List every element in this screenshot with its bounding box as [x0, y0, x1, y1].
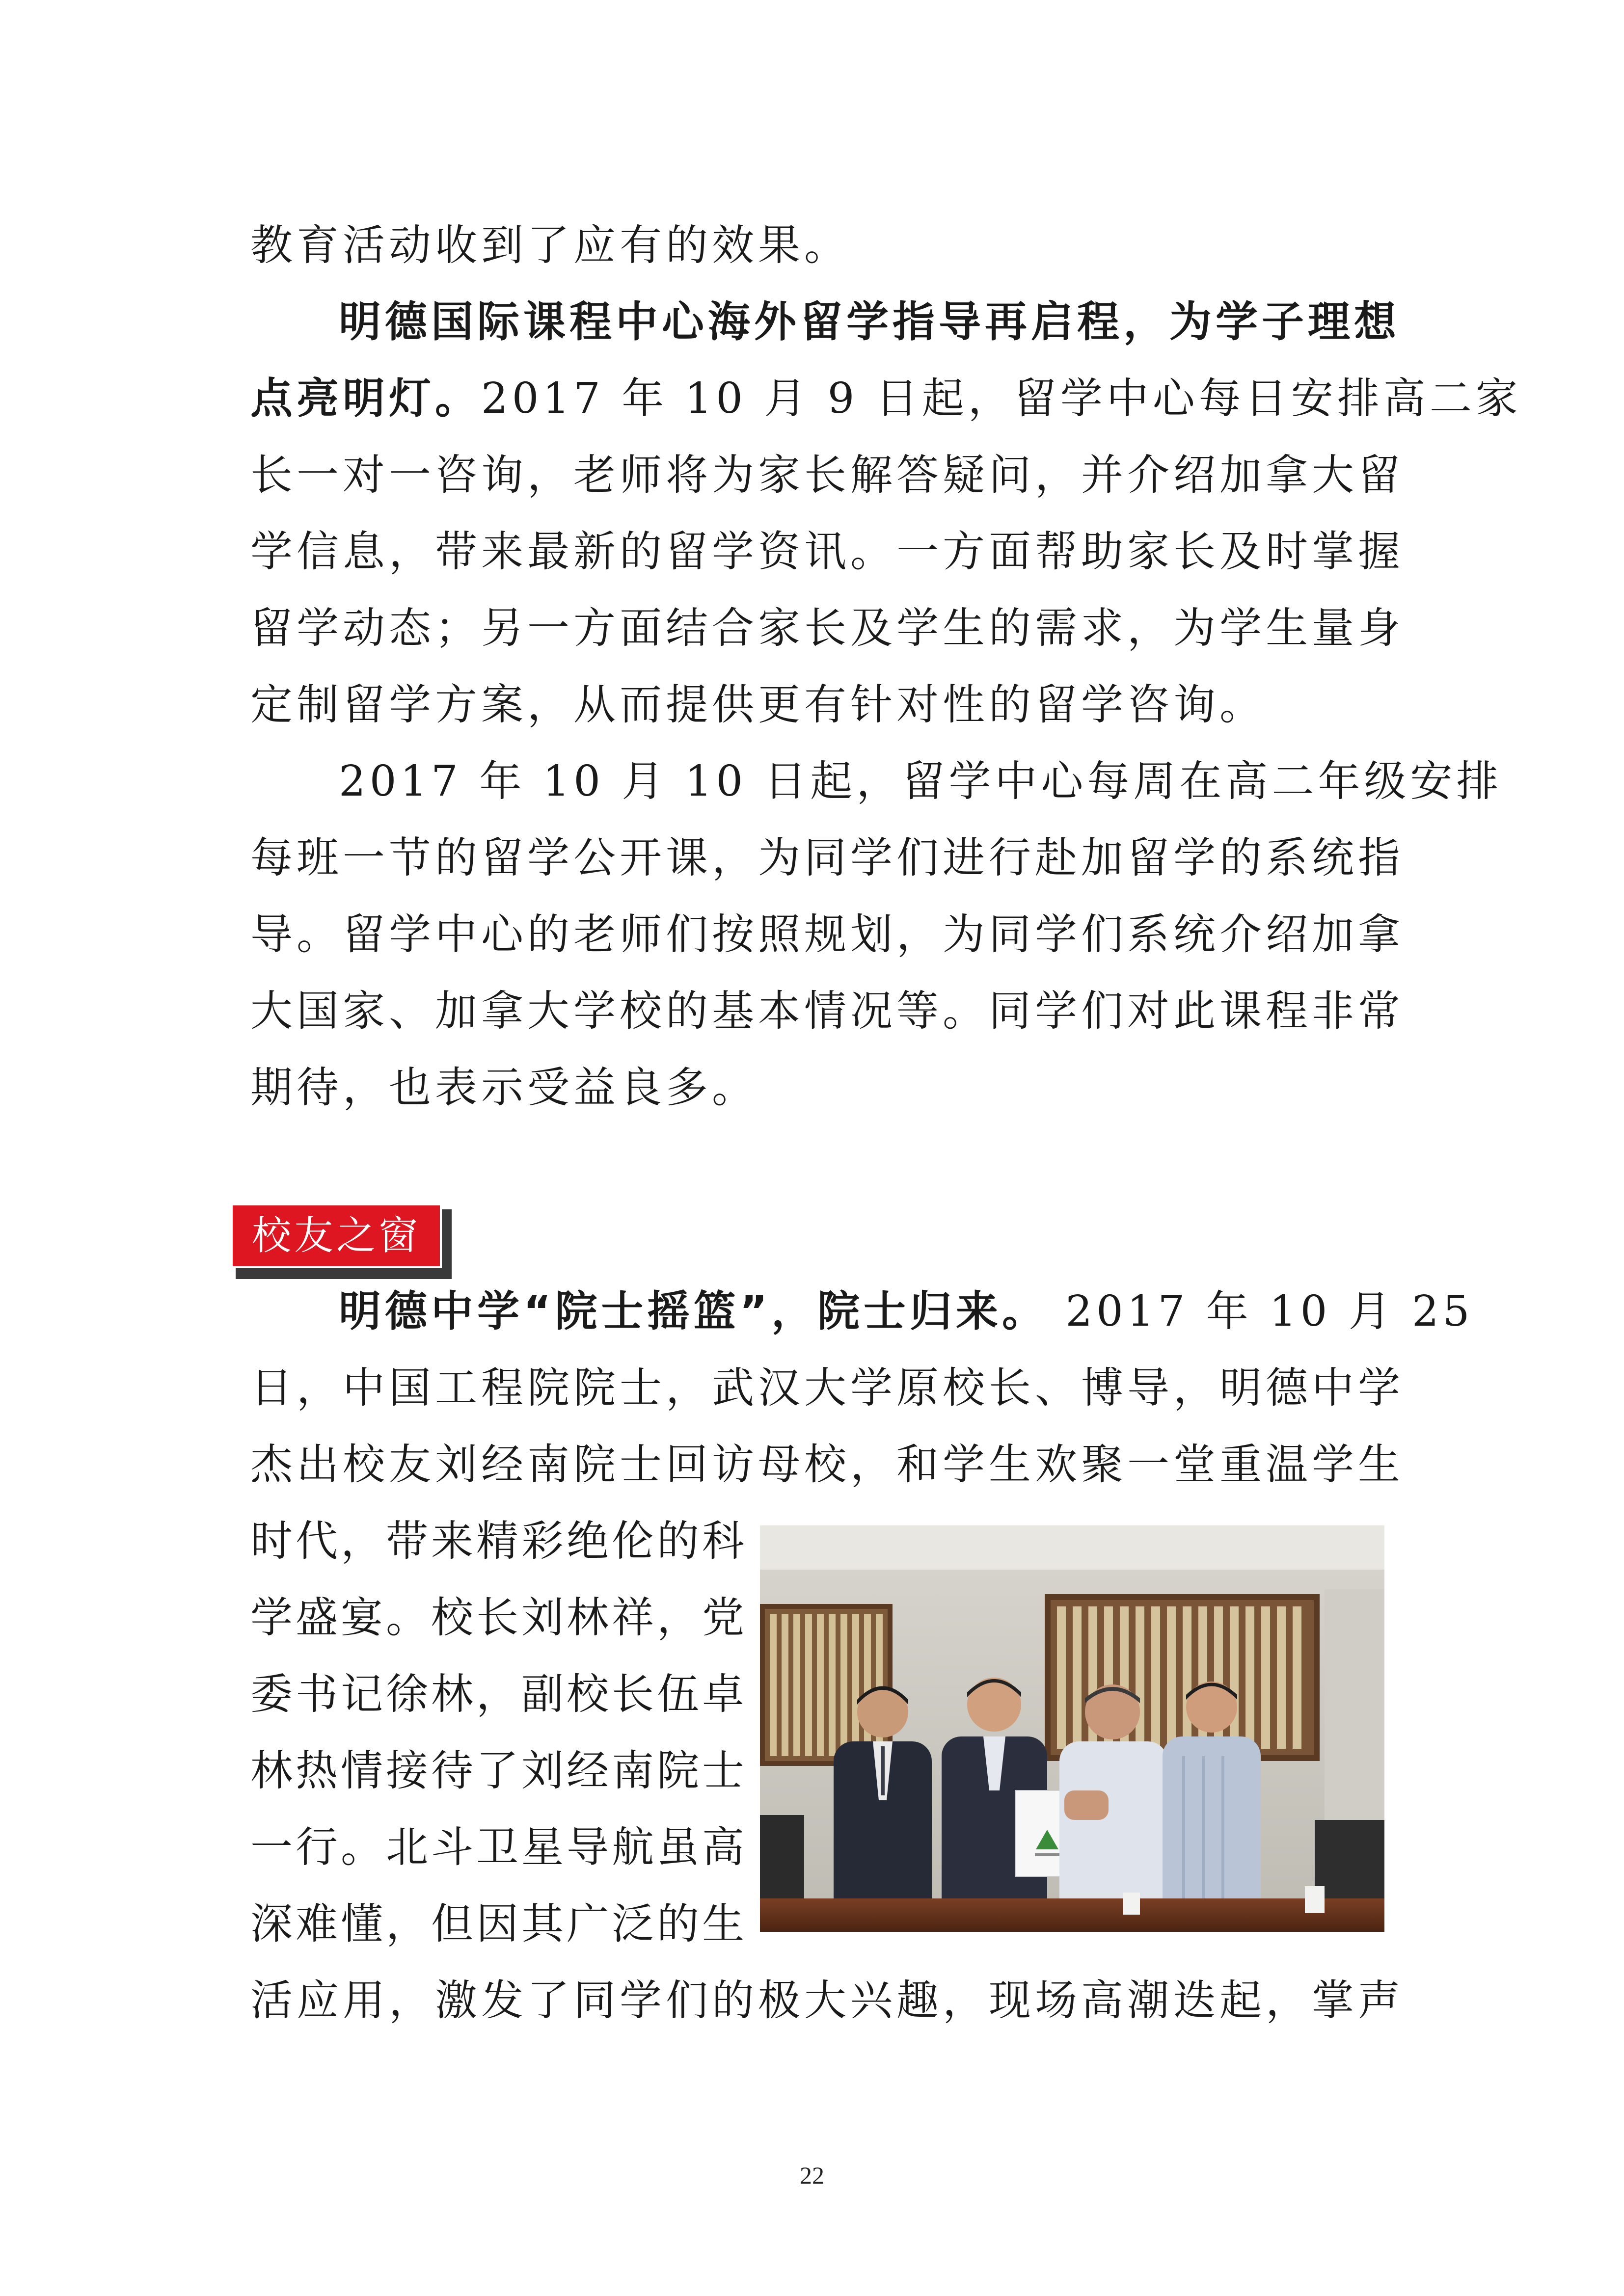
paragraph-line: 杰出校友刘经南院士回访母校，和学生欢聚一堂重温学生: [250, 1440, 1404, 1489]
paragraph-line: 期待，也表示受益良多。: [250, 1063, 758, 1112]
alumni-visit-photo: [760, 1525, 1384, 1932]
page-number: 22: [800, 2162, 824, 2189]
section-heading-label: 校友之窗: [231, 1203, 442, 1268]
paragraph-line: 林热情接待了刘经南院士: [250, 1746, 747, 1795]
paragraph-line: 教育活动收到了应有的效果。: [250, 221, 850, 270]
paragraph-lead-bold: [339, 293, 1400, 351]
paragraph-line: 学信息，带来最新的留学资讯。一方面帮助家长及时掌握: [250, 527, 1404, 576]
paragraph-line: [339, 1282, 1473, 1341]
paragraph-line: 日，中国工程院院士，武汉大学原校长、博导，明德中学: [250, 1363, 1404, 1413]
photo-illustration: [760, 1525, 1384, 1932]
paragraph-line: 2017 年 10 月 10 日起，留学中心每周在高二年级安排: [339, 757, 1503, 806]
paragraph-line: 时代，带来精彩绝伦的科: [250, 1517, 747, 1566]
paragraph-line: 定制留学方案，从而提供更有针对性的留学咨询。: [250, 680, 1266, 729]
paragraph-text: 2017 年 10 月 25: [1048, 1287, 1474, 1336]
paragraph-line: [250, 369, 1522, 428]
paragraph-line: 活应用，激发了同学们的极大兴趣，现场高潮迭起，掌声: [250, 1976, 1404, 2025]
paragraph-line: 导。留学中心的老师们按照规划，为同学们系统介绍加拿: [250, 910, 1404, 959]
paragraph-line: 学盛宴。校长刘林祥，党: [250, 1593, 747, 1642]
paragraph-line: 大国家、加拿大学校的基本情况等。同学们对此课程非常: [250, 987, 1404, 1036]
paragraph-line: 一行。北斗卫星导航虽高: [250, 1823, 747, 1872]
bold-lead-text: 明德国际课程中心海外留学指导再启程，为学子理想: [339, 297, 1400, 347]
bold-lead-text: 点亮明灯。: [250, 374, 481, 423]
paragraph-line: 长一对一咨询，老师将为家长解答疑问，并介绍加拿大留: [250, 451, 1404, 500]
bold-lead-text: 明德中学“院士摇篮”，院士归来。: [339, 1287, 1049, 1336]
paragraph-line: 委书记徐林，副校长伍卓: [250, 1670, 747, 1719]
paragraph-line: 深难懂，但因其广泛的生: [250, 1899, 747, 1949]
paragraph-text: 2017 年 10 月 9 日起，留学中心每日安排高二家: [481, 374, 1522, 423]
section-heading: [231, 1203, 447, 1273]
paragraph-line: 每班一节的留学公开课，为同学们进行赴加留学的系统指: [250, 833, 1404, 882]
paragraph-line: 留学动态；另一方面结合家长及学生的需求，为学生量身: [250, 604, 1404, 653]
